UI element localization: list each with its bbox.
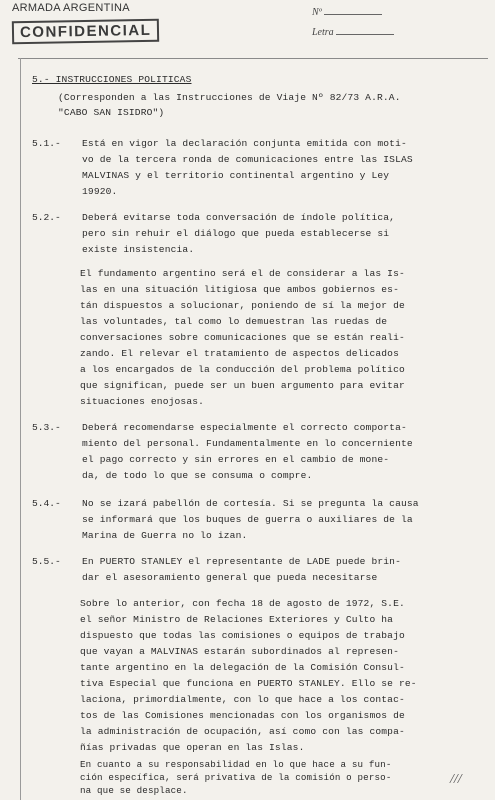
organization-header: ARMADA ARGENTINA xyxy=(12,2,130,14)
item-number-5-2: 5.2.- xyxy=(32,212,61,223)
item-5-5-para2-line: Sobre lo anterior, con fecha 18 de agosto de 1972, S.E. xyxy=(80,598,405,609)
section-subtitle-2: "CABO SAN ISIDRO") xyxy=(58,107,165,118)
item-5-5-para2-line: tos de las Comisiones mencionadas con los organismos de xyxy=(80,710,405,721)
item-5-2-para2-line: conversaciones sobre comunicaciones que se están reali- xyxy=(80,332,405,343)
item-5-2-line: pero sin rehuir el diálogo que pueda establecerse si xyxy=(82,228,390,239)
item-5-3-line: miento del personal. Fundamentalmente en lo concerniente xyxy=(82,438,413,449)
item-5-4-line: Marina de Guerra no lo izan. xyxy=(82,530,248,541)
item-5-1-line: Está en vigor la declaración conjunta emitida con moti- xyxy=(82,138,407,149)
item-5-3-line: el pago correcto y sin errores en el cambio de mone- xyxy=(82,454,390,465)
item-5-1-line: 19920. xyxy=(82,186,118,197)
item-5-5-para2-line: el señor Ministro de Relaciones Exteriores y Culto ha xyxy=(80,614,394,625)
letter-field xyxy=(312,26,394,38)
item-5-5-para2-line: laciona, primordialmente, con lo que hace a los contac- xyxy=(80,694,405,705)
item-5-2-para2-line: situaciones enojosas. xyxy=(80,396,205,407)
header-rule xyxy=(18,58,488,59)
item-5-5-line: dar el asesoramiento general que pueda necesitarse xyxy=(82,572,378,583)
item-5-2-para2-line: zando. El relevar el tratamiento de aspectos delicados xyxy=(80,348,399,359)
item-5-2-line: existe insistencia. xyxy=(82,244,195,255)
confidential-stamp: CONFIDENCIAL xyxy=(12,19,160,45)
item-5-5-para2-line: tiva Especial que funciona en PUERTO STANLEY. Ello se re- xyxy=(80,678,417,689)
number-label: Nº xyxy=(312,7,322,18)
item-5-5-para2-line: ñías privadas que operan en las Islas. xyxy=(80,742,305,753)
item-5-5-para2-line: que vayan a MALVINAS estarán subordinados al represen- xyxy=(80,646,399,657)
item-5-2-para2-line: a los encargados de la conducción del problema político xyxy=(80,364,405,375)
item-5-2-para2-line: que significan, puede ser un buen argumento para evitar xyxy=(80,380,405,391)
letter-label: Letra xyxy=(312,27,334,38)
item-5-5-para2-line: la administración de ocupación, así como con las compa- xyxy=(80,726,405,737)
item-5-2-para2-line: tán dispuestos a solucionar, poniendo de sí la mejor de xyxy=(80,300,405,311)
item-5-2-para2-line: las en una situación litigiosa que ambos gobiernos es- xyxy=(80,284,399,295)
margin-line xyxy=(20,58,21,800)
item-5-2-line: Deberá evitarse toda conversación de índole política, xyxy=(82,212,396,223)
item-5-3-line: Deberá recomendarse especialmente el correcto comporta- xyxy=(82,422,407,433)
item-number-5-4: 5.4.- xyxy=(32,498,61,509)
item-number-5-3: 5.3.- xyxy=(32,422,61,433)
number-field xyxy=(312,6,382,18)
item-5-4-line: No se izará pabellón de cortesía. Si se pregunta la causa xyxy=(82,498,419,509)
item-5-5-para2-line: tante argentino en la delegación de la Comisión Consul- xyxy=(80,662,405,673)
item-5-5-line: En PUERTO STANLEY el representante de LADE puede brin- xyxy=(82,556,401,567)
section-title: 5.- INSTRUCCIONES POLITICAS xyxy=(32,74,192,85)
continuation-mark: /// xyxy=(450,772,462,787)
item-5-5-para3-line: En cuanto a su responsabilidad en lo que hace a su fun- xyxy=(80,759,392,770)
item-5-1-line: MALVINAS y el territorio continental argentino y Ley xyxy=(82,170,390,181)
section-subtitle-1: (Corresponden a las Instrucciones de Viaje Nº 82/73 A.R.A. xyxy=(58,92,401,103)
item-5-2-para2-line: El fundamento argentino será el de considerar a las Is- xyxy=(80,268,405,279)
item-5-5-para3-line: na que se desplace. xyxy=(80,785,188,796)
item-number-5-5: 5.5.- xyxy=(32,556,61,567)
item-5-5-para2-line: dispuesto que todas las comisiones o equipos de trabajo xyxy=(80,630,405,641)
item-5-4-line: se informará que los buques de guerra o auxiliares de la xyxy=(82,514,413,525)
item-number-5-1: 5.1.- xyxy=(32,138,61,149)
item-5-5-para3-line: ción específica, será privativa de la comisión o perso- xyxy=(80,772,392,783)
item-5-2-para2-line: las voluntades, tal como lo demuestran las ruedas de xyxy=(80,316,388,327)
item-5-1-line: vo de la tercera ronda de comunicaciones entre las ISLAS xyxy=(82,154,413,165)
item-5-3-line: da, de todo lo que se consuma o compre. xyxy=(82,470,313,481)
